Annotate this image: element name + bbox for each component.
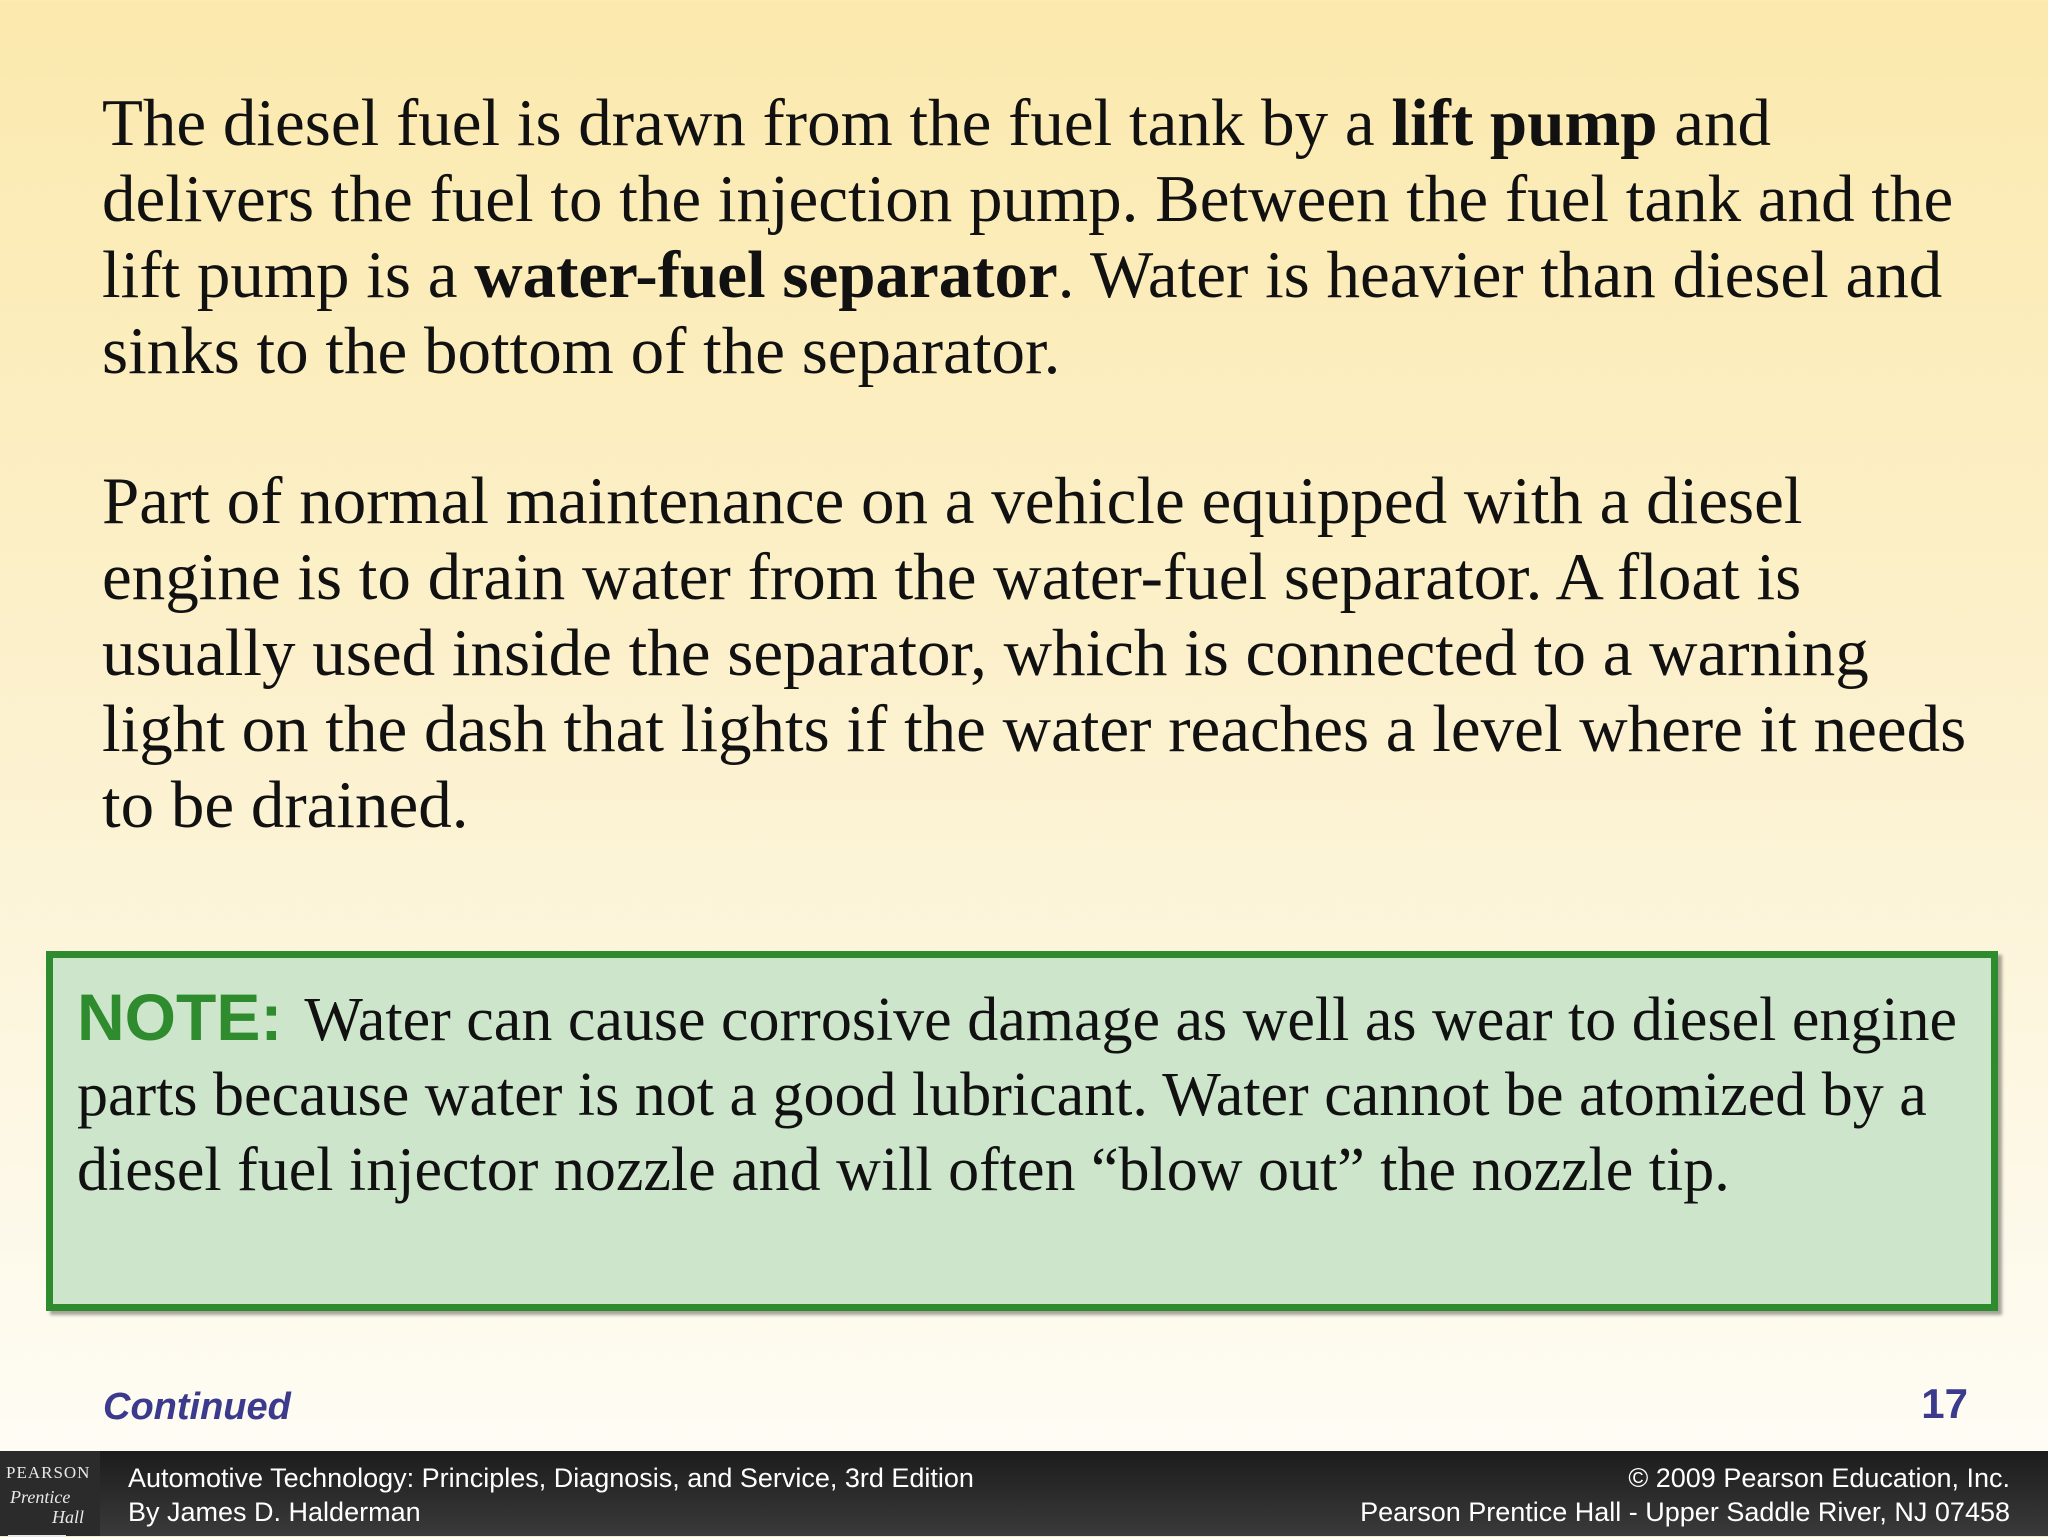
- pearson-prentice-hall-logo: [0, 1451, 100, 1536]
- note-label: NOTE:: [77, 980, 283, 1054]
- body-paragraph-2: Part of normal maintenance on a vehicle equipped with a diesel engine is to drain water from the water-fuel separator. A float is usually used inside the separator, which is connected to a warning light on the dash that lights if the water reaches a level where it needs to be drained.: [102, 464, 1967, 842]
- footer-left-info: [128, 1461, 974, 1529]
- footer-bar: [0, 1451, 2048, 1536]
- note-paragraph: [77, 980, 1967, 1208]
- footer-right-info: [1360, 1461, 2010, 1529]
- page-number: 17: [1921, 1380, 1968, 1427]
- paragraph-1-text-b: and delivers the fuel to the injection pump. Between the fuel tank and the lift pump is a: [102, 86, 1954, 312]
- paragraph-1-text-a: The diesel fuel is drawn from the fuel tank by a: [102, 86, 1392, 160]
- note-text: Water can cause corrosive damage as well as wear to diesel engine parts because water is not a good lubricant. Water cannot be atomized by a diesel fuel injector nozzle and will often “blow out” the nozzle tip.: [77, 986, 1958, 1204]
- paragraph-1-text-c: . Water is heavier than diesel and sinks to the bottom of the separator.: [102, 238, 1943, 388]
- term-water-fuel-separator: water-fuel separator: [474, 238, 1058, 312]
- book-title: Automotive Technology: Principles, Diagnosis, and Service, 3rd Edition: [128, 1463, 974, 1493]
- copyright-text: © 2009 Pearson Education, Inc.: [1628, 1463, 2010, 1493]
- logo-hall-text: Hall: [52, 1507, 85, 1527]
- logo-prentice-hall-mark: [8, 1487, 96, 1529]
- term-lift-pump: lift pump: [1391, 86, 1658, 160]
- publisher-text: Pearson Prentice Hall - Upper Saddle River, NJ 07458: [1360, 1497, 2010, 1527]
- logo-pearson-text: PEARSON: [6, 1463, 91, 1482]
- body-paragraph-1: [102, 85, 1982, 389]
- continued-label: Continued: [103, 1386, 291, 1428]
- note-box: [46, 951, 1998, 1311]
- logo-prentice-text: Prentice: [10, 1487, 71, 1507]
- author-name: By James D. Halderman: [128, 1497, 421, 1527]
